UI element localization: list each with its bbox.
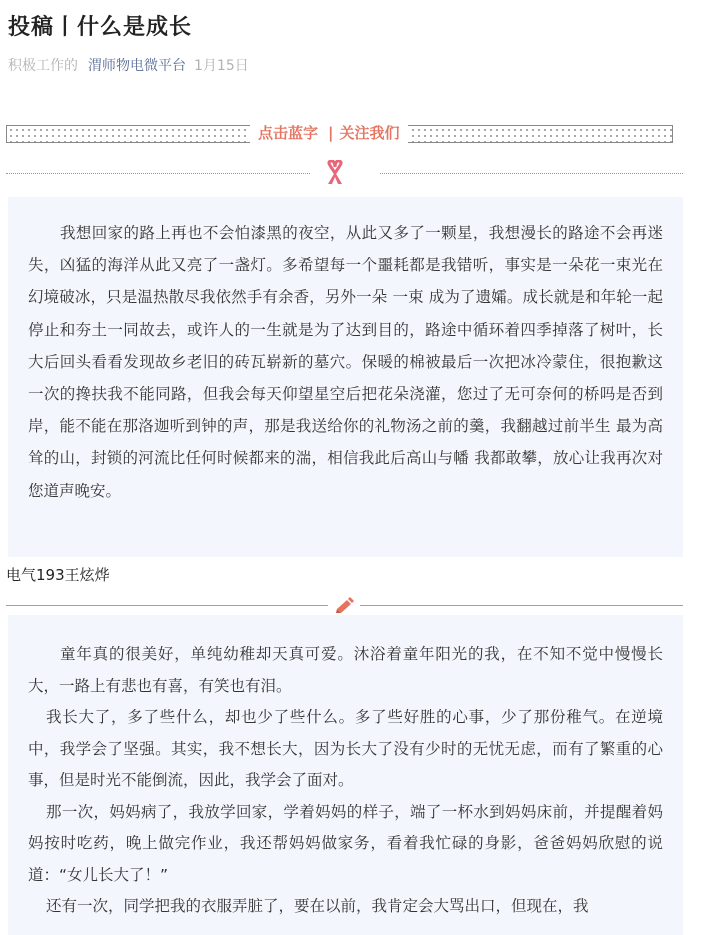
section1-text-panel [8,197,683,557]
section2-paragraph-3: 那一次，妈妈病了，我放学回家，学着妈妈的样子，端了一杯水到妈妈床前，并提醒着妈妈按时吃药，晚上做完作业，我还帮妈妈做家务，看着我忙碌的身影，爸爸妈妈欣慰的说道：“女儿长大了！” [28,802,663,884]
follow-text-click-blue: 点击蓝字 [258,124,319,142]
red-divider-left [6,605,328,606]
red-divider-right [360,605,683,606]
section2-text-panel [8,615,683,935]
follow-separator: | [328,124,334,142]
section2-paragraph-1: 童年真的很美好，单纯幼稚却天真可爱。沐浴着童年阳光的我，在不知不觉中慢慢长大，一路上有悲也有喜，有笑也有泪。 [28,645,663,695]
author-tag: 积极工作的 [8,58,78,74]
section2-paragraph-4: 还有一次，同学把我的衣服弄脏了，要在以前，我肯定会大骂出口，但现在，我 [46,897,589,915]
publish-date: 1月15日 [194,58,249,74]
ribbon-icon [323,160,347,186]
dotted-divider-right [380,173,683,174]
article-meta [8,55,249,75]
dotted-divider-left [6,173,310,174]
section1-author: 电气193王炫烨 [6,566,110,584]
section2-paragraph-2: 我长大了，多了些什么，却也少了些什么。多了些好胜的心事，少了那份稚气。在逆境中，我学会了坚强。其实，我不想长大，因为长大了没有少时的无忧无虑，而有了繁重的心事，但是时光不能倒流，因此，我学会了面对。 [28,708,663,789]
follow-label[interactable] [250,119,408,147]
account-name-link[interactable]: 渭师物电微平台 [88,58,186,74]
follow-text-follow-us: 关注我们 [339,124,400,142]
follow-banner[interactable] [6,125,673,143]
article-title: 投稿丨什么是成长 [8,15,193,40]
pencil-icon [335,596,355,614]
section1-paragraph: 我想回家的路上再也不会怕漆黑的夜空，从此又多了一颗星，我想漫长的路途不会再迷失，凶猛的海洋从此又亮了一盏灯。多希望每一个噩耗都是我错听，事实是一朵花一束光在幻境破冰，只是温热散尽我依然手有余香，另外一朵 一束 成为了遗孀。成长就是和年轮一起停止和夯土一同故去，或许人的一生就是为了达到目的，路途中循环着四季掉落了树叶，长大后回头看看发现故乡老旧的砖瓦崭新的墓穴。保暖的棉被最后一次把冰冷蒙住，很抱歉这一次的搀扶我不能同路，但我会每天仰望星空后把花朵浇灌，您过了无可奈何的桥吗是否到岸，能不能在那洛迦听到钟的声，那是我送给你的礼物汤之前的羹，我翻越过前半生 最为高耸的山，封锁的河流比任何时候都来的湍，相信我此后高山与幡 我都敢攀，放心让我再次对您道声晚安。 [28,224,663,500]
